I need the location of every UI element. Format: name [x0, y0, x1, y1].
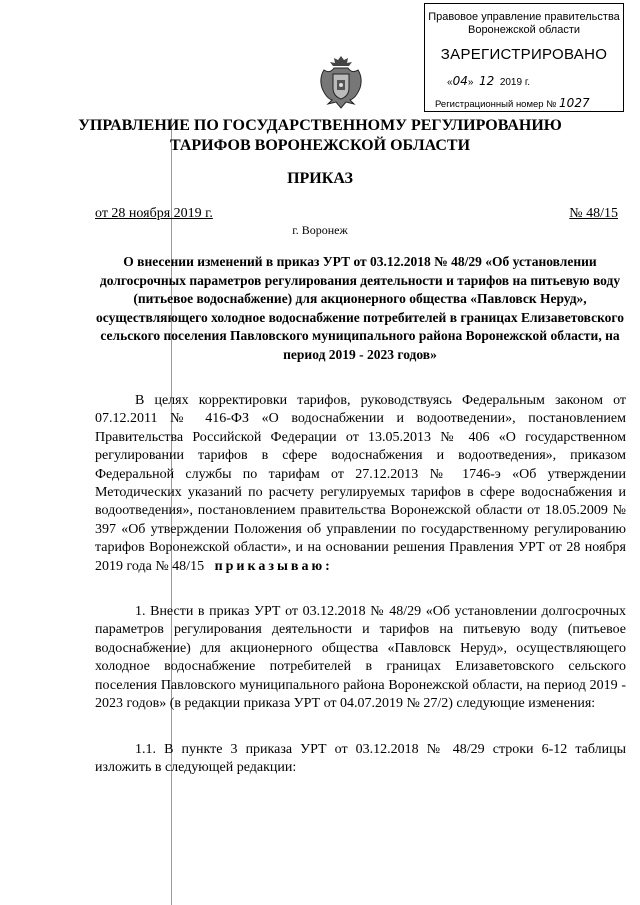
document-date: от 28 ноября 2019 г.: [95, 206, 213, 221]
stamp-day: 04: [452, 74, 468, 88]
document-city: г. Воронеж: [292, 223, 348, 237]
stamp-month: 12: [478, 74, 495, 88]
order-word: приказываю:: [214, 558, 333, 574]
organization-name: [0, 116, 640, 156]
document-type: ПРИКАЗ: [287, 170, 353, 187]
stamp-line1: Правовое управление правительства: [428, 11, 620, 23]
stamp-year: 2019 г.: [499, 77, 531, 88]
coat-of-arms-icon: [318, 54, 364, 110]
clause-1: 1. Внести в приказ УРТ от 03.12.2018 № 48/29 «Об установлении долгосрочных параметров регулирования деятельности и тарифов на питьевую воду (питьевое водоснабжение) для акционерного общества «Павловск Неруд», осуществляющего холодное водоснабжение потребителей в границах Елизаветовского сельского поселения Павловского муниципального района Воронежской области, на период 2019 - 2023 годов» (в редакции приказа УРТ от 04.07.2019 № 27/2) следующие изменения:: [95, 604, 626, 712]
org-line1: УПРАВЛЕНИЕ ПО ГОСУДАРСТВЕННОМУ РЕГУЛИРОВАНИЮ: [78, 117, 562, 134]
stamp-reg-value: 1027: [559, 96, 590, 110]
preamble-paragraph: [95, 392, 626, 576]
org-line2: ТАРИФОВ ВОРОНЕЖСКОЙ ОБЛАСТИ: [169, 137, 471, 154]
document-title: О внесении изменений в приказ УРТ от 03.12.2018 № 48/29 «Об установлении долгосрочных параметров регулирования деятельности и тарифов на питьевую воду (питьевое водоснабжение) для акционерного общества «Павловск Неруд», осуществляющего холодное водоснабжение потребителей в границах Елизаветовского сельского поселения Павловского муниципального района Воронежской области, на период 2019 - 2023 годов»: [96, 254, 624, 362]
clause-1-1: 1.1. В пункте 3 приказа УРТ от 03.12.2018 № 48/29 строки 6-12 таблицы изложить в следующей редакции:: [95, 742, 626, 776]
stamp-reg-number: [435, 96, 620, 110]
preamble-text: В целях корректировки тарифов, руководствуясь Федеральным законом от 07.12.2011 № 416-ФЗ «О водоснабжении и водоотведении», постановлением Правительства Российской Федерации от 13.05.2013 № 406 «О государственном регулировании тарифов в сфере водоснабжения и водоотведения», приказом Федеральной службы по тарифам от 27.12.2013 № 1746-э «Об утверждении Методических указаний по расчету регулируемых тарифов в сфере водоснабжения и водоотведения», постановлением правительства Воронежской области от 18.05.2009 № 397 «Об утверждении Положения об управлении по государственному регулированию тарифов Воронежской области», и на основании решения Правления УРТ от 28 ноября 2019 года № 48/15: [95, 393, 626, 574]
stamp-line2: Воронежской области: [467, 24, 580, 36]
stamp-date: «04» 12 2019 г.: [447, 74, 531, 88]
stamp-registered: ЗАРЕГИСТРИРОВАНО: [440, 46, 608, 63]
stamp-reg-label: Регистрационный номер №: [435, 99, 557, 110]
document-number: № 48/15: [569, 206, 618, 221]
registration-stamp: [424, 3, 624, 112]
